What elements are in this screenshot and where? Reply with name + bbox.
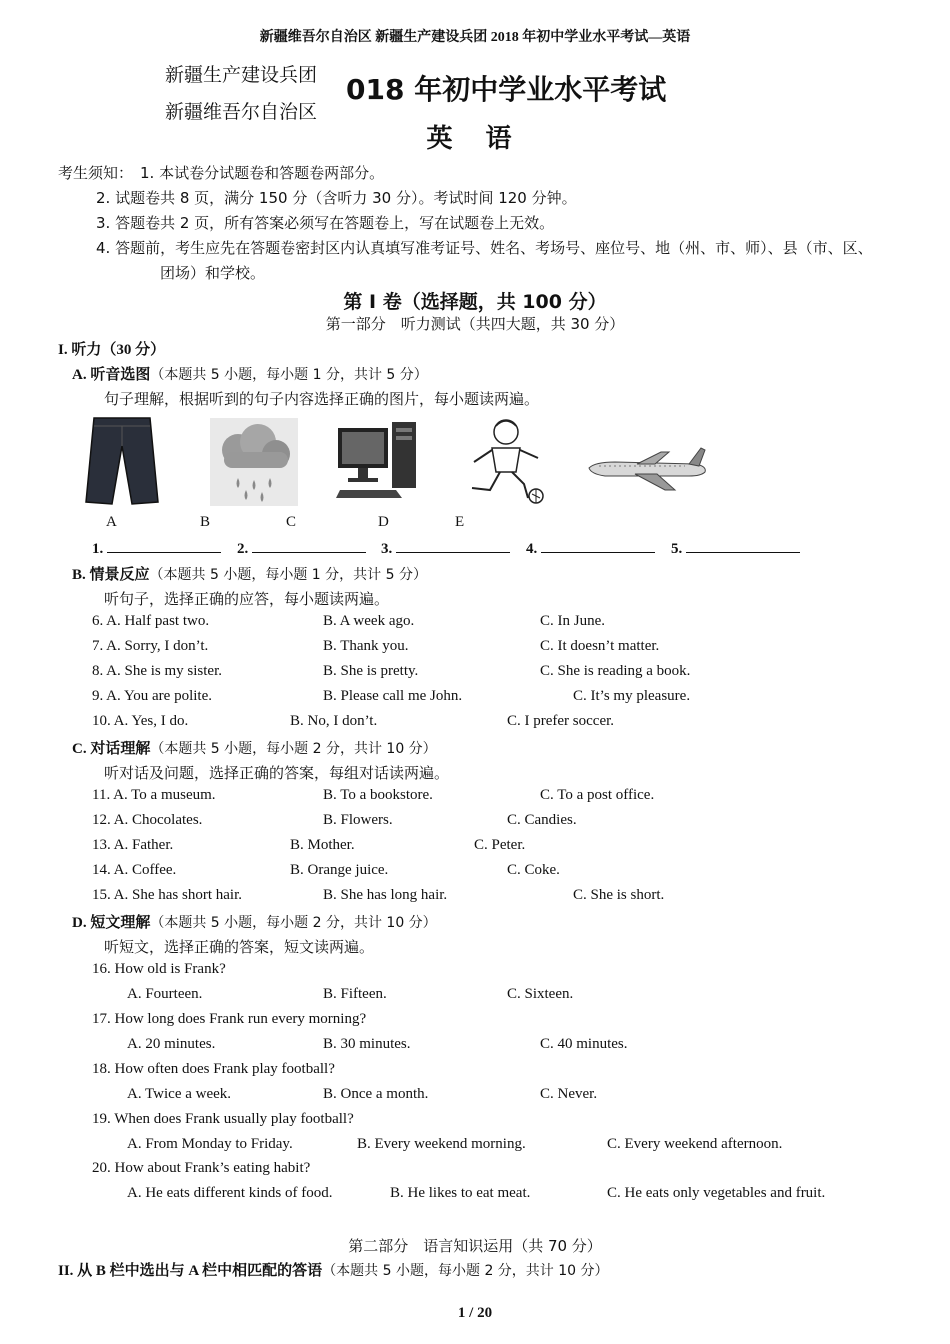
part-b-heading [72, 563, 427, 584]
q18-question: 18. How often does Frank play football? [92, 1061, 335, 1077]
trousers-image [82, 416, 162, 506]
q14-a: 14. A. Coffee. [92, 862, 177, 878]
q20-c: C. He eats only vegetables and fruit. [607, 1185, 826, 1201]
computer-image [336, 420, 420, 502]
pic-label-b: B [200, 514, 211, 530]
answer-blank-2[interactable] [237, 538, 366, 558]
part-c-heading [72, 737, 437, 758]
q19-a: A. From Monday to Friday. [127, 1136, 293, 1152]
q8-b: B. She is pretty. [323, 663, 419, 679]
part-c-instruction: 听对话及问题，选择正确的答案，每组对话读两遍。 [104, 764, 450, 782]
q13-b: B. Mother. [290, 837, 355, 853]
section-2-note: （本题共 5 小题，每小题 2 分，共计 10 分） [322, 1263, 609, 1279]
q11-c: C. To a post office. [540, 787, 655, 803]
q19-question: 19. When does Frank usually play football? [92, 1111, 354, 1127]
q6-c: C. In June. [540, 613, 605, 629]
q10-b: B. No, I don’t. [290, 713, 378, 729]
pic-label-a: A [106, 514, 117, 530]
q17-b: B. 30 minutes. [323, 1036, 411, 1052]
section-2-heading [58, 1259, 609, 1280]
part-d-heading [72, 911, 437, 932]
notice-label: 考生须知： [58, 164, 134, 182]
page-header: 新疆维吾尔自治区 新疆生产建设兵团 2018 年初中学业水平考试—英语 [259, 30, 691, 45]
section-2-head: II. 从 B 栏中选出与 A 栏中相匹配的答语 [58, 1263, 323, 1279]
q9-c: C. It’s my pleasure. [573, 688, 691, 704]
q18-c: C. Never. [540, 1086, 598, 1102]
q15-b: B. She has long hair. [323, 887, 448, 903]
q16-a: A. Fourteen. [127, 986, 203, 1002]
q14-b: B. Orange juice. [290, 862, 389, 878]
pic-label-e: E [455, 514, 465, 530]
part-c-note: （本题共 5 小题，每小题 2 分，共计 10 分） [150, 741, 437, 757]
exam-title: 018 年初中学业水平考试 [346, 73, 667, 106]
org-line-1: 新疆生产建设兵团 [165, 64, 318, 86]
part-a-note: （本题共 5 小题，每小题 1 分，共计 5 分） [150, 367, 428, 383]
q9-b: B. Please call me John. [323, 688, 463, 704]
q20-question: 20. How about Frank’s eating habit? [92, 1160, 311, 1176]
page-number: 1 / 20 [457, 1305, 493, 1321]
q10-c: C. I prefer soccer. [507, 713, 615, 729]
pic-label-c: C [286, 514, 297, 530]
part-a-instruction: 句子理解，根据听到的句子内容选择正确的图片，每小题读两遍。 [104, 390, 540, 408]
pic-label-d: D [378, 514, 389, 530]
q11-b: B. To a bookstore. [323, 787, 433, 803]
org-line-2: 新疆维吾尔自治区 [165, 101, 318, 123]
q15-a: 15. A. She has short hair. [92, 887, 242, 903]
blank-number-4: 4. [526, 541, 538, 557]
q9-a: 9. A. You are polite. [92, 688, 212, 704]
q13-c: C. Peter. [474, 837, 526, 853]
q14-c: C. Coke. [507, 862, 560, 878]
q12-a: 12. A. Chocolates. [92, 812, 203, 828]
q7-a: 7. A. Sorry, I don’t. [92, 638, 209, 654]
q11-a: 11. A. To a museum. [92, 787, 216, 803]
part-a-head: A. 听音选图 [72, 367, 151, 383]
part1-title: 第一部分 听力测试（共四大题，共 30 分） [325, 315, 625, 333]
answer-blank-4[interactable] [526, 538, 655, 558]
part-b-head: B. 情景反应 [72, 567, 150, 583]
q17-c: C. 40 minutes. [540, 1036, 628, 1052]
volume-title: 第 Ⅰ 卷（选择题，共 100 分） [343, 291, 607, 313]
q6-a: 6. A. Half past two. [92, 613, 210, 629]
blank-number-1: 1. [92, 541, 104, 557]
q7-c: C. It doesn’t matter. [540, 638, 660, 654]
q6-b: B. A week ago. [323, 613, 415, 629]
blank-number-5: 5. [671, 541, 683, 557]
q20-b: B. He likes to eat meat. [390, 1185, 531, 1201]
part-c-head: C. 对话理解 [72, 741, 151, 757]
notice-item-3: 3. 答题卷共 2 页，所有答案必须写在答题卷上，写在试题卷上无效。 [96, 214, 555, 232]
notice-item-2: 2. 试题卷共 8 页，满分 150 分（含听力 30 分）。考试时间 120 分钟。 [96, 189, 577, 207]
q17-a: A. 20 minutes. [127, 1036, 216, 1052]
q17-question: 17. How long does Frank run every morning? [92, 1011, 367, 1027]
section-1-title: I. 听力（30 分） [58, 342, 166, 358]
airplane-image [585, 444, 709, 496]
q20-a: A. He eats different kinds of food. [127, 1185, 333, 1201]
q19-c: C. Every weekend afternoon. [607, 1136, 783, 1152]
answer-blank-3[interactable] [381, 538, 510, 558]
q18-a: A. Twice a week. [127, 1086, 232, 1102]
part-a-heading [72, 363, 428, 384]
answer-blank-5[interactable] [671, 538, 800, 558]
notice-item-1: 1. 本试卷分试题卷和答题卷两部分。 [140, 164, 385, 182]
part-d-head: D. 短文理解 [72, 915, 151, 931]
blank-number-2: 2. [237, 541, 249, 557]
part-d-note: （本题共 5 小题，每小题 2 分，共计 10 分） [150, 915, 437, 931]
q16-c: C. Sixteen. [507, 986, 574, 1002]
q12-b: B. Flowers. [323, 812, 393, 828]
q15-c: C. She is short. [573, 887, 665, 903]
q16-question: 16. How old is Frank? [92, 961, 226, 977]
q10-a: 10. A. Yes, I do. [92, 713, 189, 729]
q18-b: B. Once a month. [323, 1086, 429, 1102]
part-b-instruction: 听句子，选择正确的应答，每小题读两遍。 [104, 590, 390, 608]
q12-c: C. Candies. [507, 812, 577, 828]
notice-item-4: 4. 答题前，考生应先在答题卷密封区内认真填写准考证号、姓名、考场号、座位号、地（州、市、师）、县（市、区、 [96, 239, 873, 257]
q13-a: 13. A. Father. [92, 837, 174, 853]
notice-item-4-cont: 团场）和学校。 [160, 264, 266, 282]
q8-c: C. She is reading a book. [540, 663, 691, 679]
part2-title: 第二部分 语言知识运用（共 70 分） [348, 1237, 602, 1255]
q7-b: B. Thank you. [323, 638, 409, 654]
q19-b: B. Every weekend morning. [357, 1136, 526, 1152]
q8-a: 8. A. She is my sister. [92, 663, 223, 679]
soccer-boy-image [462, 414, 552, 506]
part-b-note: （本题共 5 小题，每小题 1 分，共计 5 分） [149, 567, 427, 583]
subject-title: 英 语 [426, 124, 524, 154]
blank-number-3: 3. [381, 541, 393, 557]
part-d-instruction: 听短文，选择正确的答案，短文读两遍。 [104, 938, 375, 956]
answer-blank-1[interactable] [92, 538, 221, 558]
q16-b: B. Fifteen. [323, 986, 387, 1002]
rain-cloud-image [210, 418, 298, 506]
